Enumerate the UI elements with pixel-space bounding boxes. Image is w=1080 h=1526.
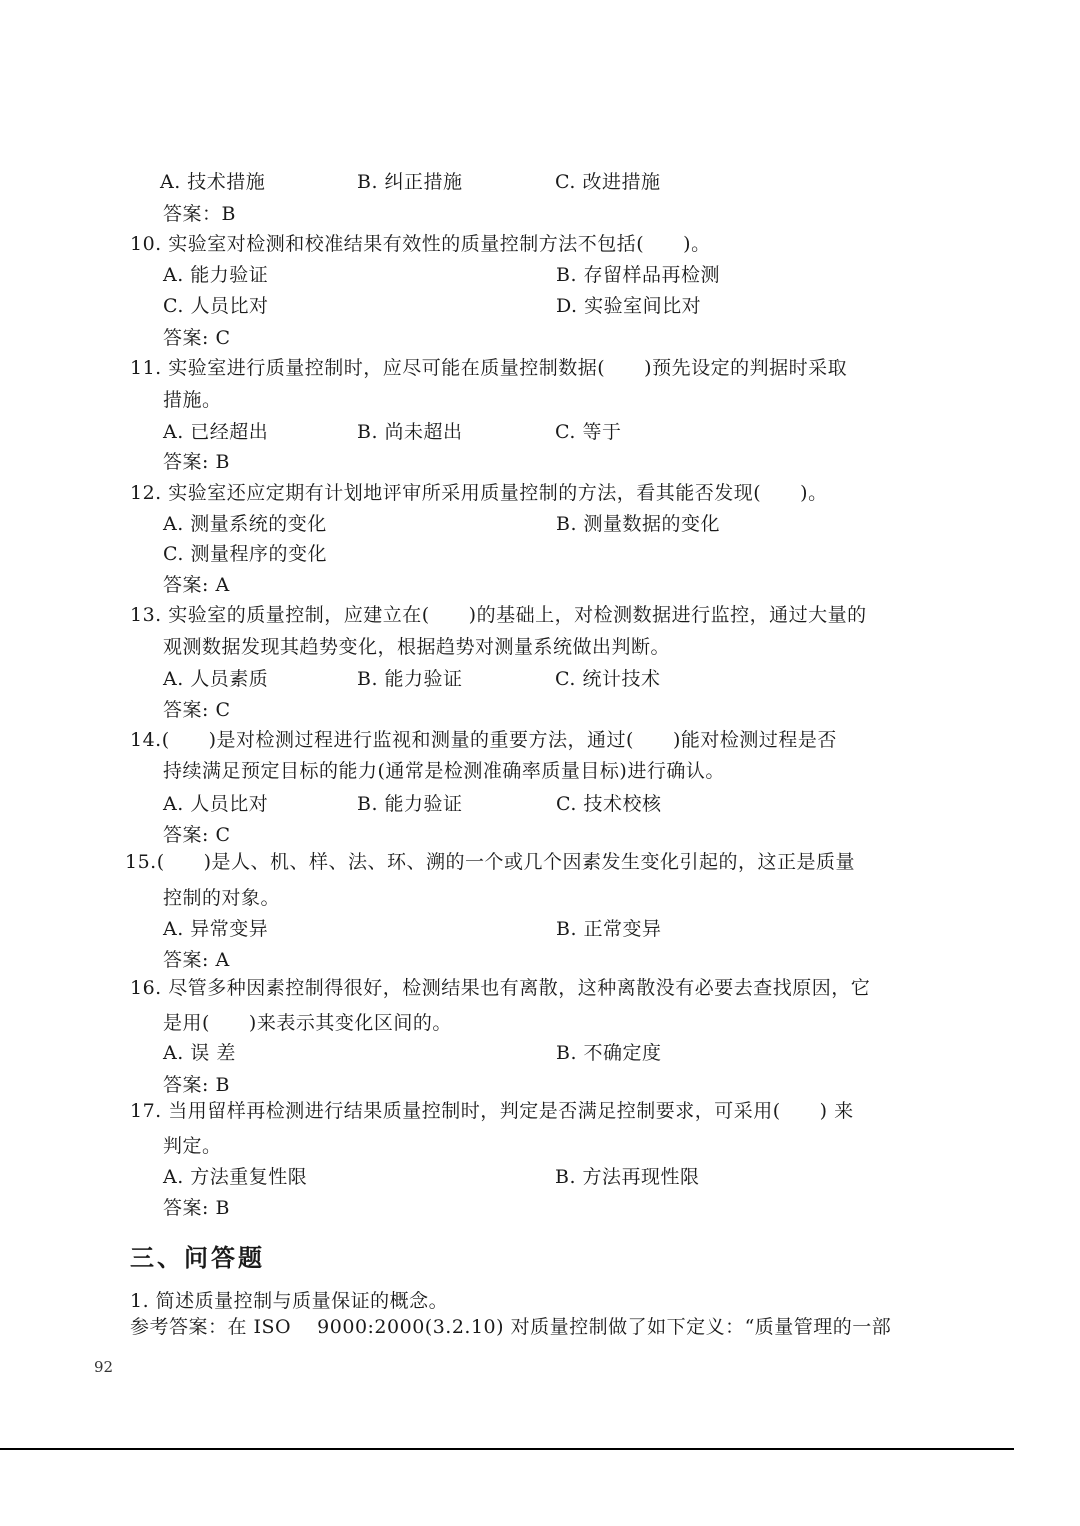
question-stem: 11. 实验室进行质量控制时，应尽可能在质量控制数据( )预先设定的判据时采取 [130, 357, 848, 379]
answer: 答案: B [163, 1074, 230, 1096]
option-b: B. 存留样品再检测 [556, 264, 721, 286]
answer: 答案: B [163, 451, 230, 473]
option-c: C. 改进措施 [555, 171, 661, 193]
option-b: B. 能力验证 [357, 668, 463, 690]
option-a: A. 方法重复性限 [163, 1166, 308, 1188]
qa-answer: 参考答案：在 ISO 9000:2000(3.2.10) 对质量控制做了如下定义：“质量管理的一部 [130, 1316, 892, 1338]
answer: 答案: C [163, 699, 231, 721]
option-b: B. 尚未超出 [357, 421, 463, 443]
option-c: C. 测量程序的变化 [163, 543, 327, 565]
option-c: C. 等于 [555, 421, 622, 443]
answer: 答案: C [163, 824, 231, 846]
question-stem: 17. 当用留样再检测进行结果质量控制时，判定是否满足控制要求，可采用( ) 来 [130, 1100, 854, 1122]
option-c: C. 人员比对 [163, 295, 269, 317]
option-c: C. 技术校核 [556, 793, 662, 815]
question-stem-cont: 是用( )来表示其变化区间的。 [163, 1012, 452, 1034]
question-stem: 13. 实验室的质量控制，应建立在( )的基础上，对检测数据进行监控，通过大量的 [130, 604, 867, 626]
option-b: B. 正常变异 [556, 918, 662, 940]
question-stem-cont: 观测数据发现其趋势变化，根据趋势对测量系统做出判断。 [163, 636, 671, 658]
answer: 答案: B [163, 1197, 230, 1219]
option-b: B. 能力验证 [357, 793, 463, 815]
section-heading: 三、问答题 [130, 1243, 265, 1272]
option-a: A. 人员比对 [163, 793, 269, 815]
question-stem: 10. 实验室对检测和校准结果有效性的质量控制方法不包括( )。 [130, 233, 711, 255]
option-a: A. 测量系统的变化 [163, 513, 327, 535]
question-stem: 16. 尽管多种因素控制得很好，检测结果也有离散，这种离散没有必要去查找原因，它 [130, 977, 871, 999]
footer-rule [0, 1448, 1014, 1450]
answer: 答案: A [163, 949, 230, 971]
option-b: B. 测量数据的变化 [556, 513, 721, 535]
question-stem: 12. 实验室还应定期有计划地评审所采用质量控制的方法，看其能否发现( )。 [130, 482, 828, 504]
option-a: A. 能力验证 [163, 264, 269, 286]
option-b: B. 纠正措施 [357, 171, 463, 193]
option-a: A. 异常变异 [163, 918, 269, 940]
option-b: B. 不确定度 [556, 1042, 662, 1064]
option-c: C. 统计技术 [555, 668, 661, 690]
answer: 答案: A [163, 574, 230, 596]
page-number: 92 [94, 1358, 114, 1376]
option-a: A. 人员素质 [163, 668, 269, 690]
option-a: A. 技术措施 [160, 171, 266, 193]
option-a: A. 误 差 [163, 1042, 236, 1064]
option-b: B. 方法再现性限 [555, 1166, 700, 1188]
question-stem-cont: 持续满足预定目标的能力(通常是检测准确率质量目标)进行确认。 [163, 760, 725, 782]
question-stem-cont: 判定。 [163, 1135, 222, 1157]
question-stem-cont: 控制的对象。 [163, 887, 281, 909]
question-stem: 14.( )是对检测过程进行监视和测量的重要方法，通过( )能对检测过程是否 [130, 729, 837, 751]
answer: 答案：B [163, 203, 236, 225]
question-stem: 15.( )是人、机、样、法、环、溯的一个或几个因素发生变化引起的，这正是质量 [125, 851, 856, 873]
answer: 答案: C [163, 327, 231, 349]
qa-question: 1. 简述质量控制与质量保证的概念。 [130, 1290, 449, 1312]
question-stem-cont: 措施。 [163, 389, 222, 411]
option-a: A. 已经超出 [163, 421, 269, 443]
option-d: D. 实验室间比对 [556, 295, 702, 317]
